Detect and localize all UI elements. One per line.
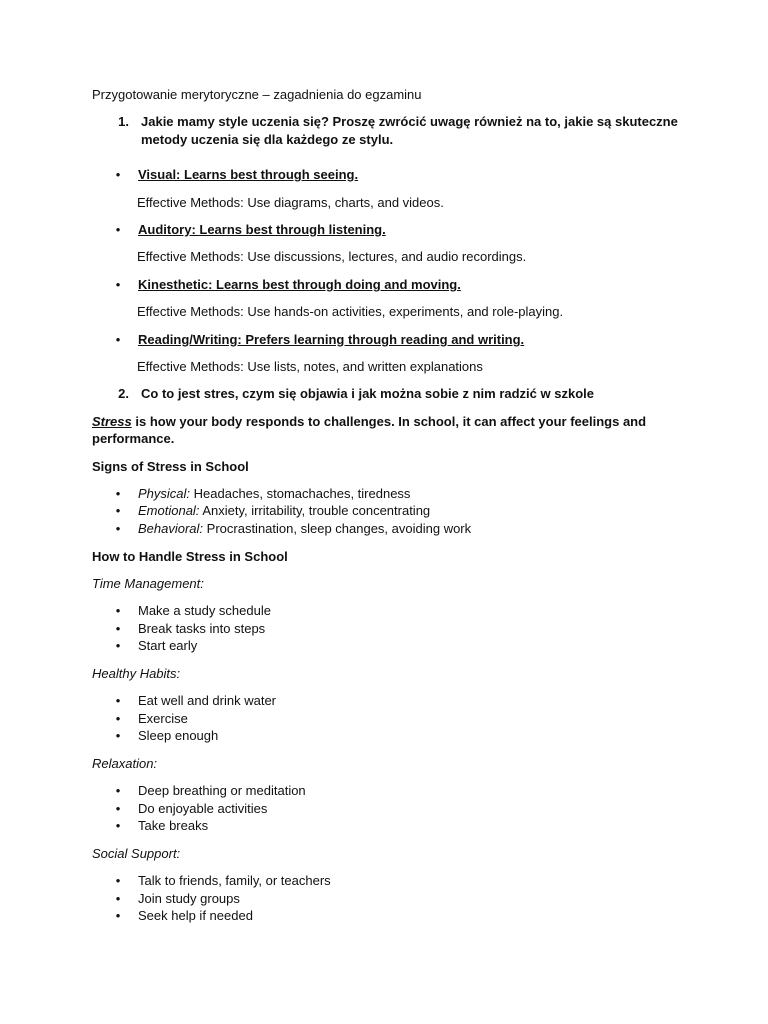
stress-definition-text: is how your body responds to challenges. In school, it can affect your feelings and: [131, 414, 647, 429]
style-auditory-heading: Auditory: Learns best through listening.: [138, 222, 386, 237]
style-auditory-methods: Effective Methods: Use discussions, lectures, and audio recordings.: [137, 249, 527, 264]
sign-label: Behavioral:: [138, 521, 204, 536]
question-1-line-1: Jakie mamy style uczenia się? Proszę zwrócić uwagę również na to, jakie są skuteczne: [141, 114, 678, 129]
bullet: •: [115, 503, 121, 518]
stress-term: Stress: [92, 414, 132, 429]
question-2-text: Co to jest stres, czym się objawia i jak można sobie z nim radzić w szkole: [141, 386, 594, 401]
signs-heading: Signs of Stress in School: [92, 459, 249, 474]
group-label-social-support: Social Support:: [92, 846, 181, 861]
bullet: •: [115, 891, 121, 906]
stress-definition-line-2: performance.: [92, 431, 175, 446]
sign-text: Headaches, stomachaches, tiredness: [190, 486, 411, 501]
bullet: •: [115, 486, 121, 501]
question-1-number: 1.: [118, 114, 129, 129]
sign-label: Physical:: [138, 486, 191, 501]
bullet: •: [115, 621, 121, 636]
sign-label: Emotional:: [138, 503, 200, 518]
style-reading-writing-heading: Reading/Writing: Prefers learning through reading and writing.: [138, 332, 525, 347]
bullet: •: [115, 818, 121, 833]
bullet: •: [115, 222, 121, 237]
bullet: •: [115, 801, 121, 816]
question-2-number: 2.: [118, 386, 129, 401]
list-item: Deep breathing or meditation: [138, 783, 306, 798]
list-item: Sleep enough: [138, 728, 219, 743]
sign-physical: [138, 485, 410, 503]
list-item: Eat well and drink water: [138, 693, 277, 708]
group-label-healthy-habits: Healthy Habits:: [92, 666, 181, 681]
bullet: •: [115, 638, 121, 653]
list-item: Make a study schedule: [138, 603, 271, 618]
bullet: •: [115, 873, 121, 888]
list-item: Seek help if needed: [138, 908, 253, 923]
bullet: •: [115, 908, 121, 923]
document-title: Przygotowanie merytoryczne – zagadnienia do egzaminu: [92, 87, 422, 102]
question-1-line-2: metody uczenia się dla każdego ze stylu.: [141, 132, 394, 147]
style-visual-heading: Visual: Learns best through seeing.: [138, 167, 359, 182]
style-kinesthetic-methods: Effective Methods: Use hands-on activities, experiments, and role-playing.: [137, 304, 564, 319]
bullet: •: [115, 783, 121, 798]
list-item: Break tasks into steps: [138, 621, 266, 636]
bullet: •: [115, 711, 121, 726]
bullet: •: [115, 693, 121, 708]
sign-text: Anxiety, irritability, trouble concentrating: [199, 503, 431, 518]
sign-text: Procrastination, sleep changes, avoiding work: [203, 521, 472, 536]
bullet: •: [115, 277, 121, 292]
bullet: •: [115, 728, 121, 743]
handle-heading: How to Handle Stress in School: [92, 549, 288, 564]
sign-behavioral: [138, 520, 471, 538]
group-label-time-management: Time Management:: [92, 576, 204, 591]
list-item: Talk to friends, family, or teachers: [138, 873, 331, 888]
list-item: Start early: [138, 638, 198, 653]
bullet: •: [115, 603, 121, 618]
list-item: Join study groups: [138, 891, 240, 906]
style-kinesthetic-heading: Kinesthetic: Learns best through doing and moving.: [138, 277, 461, 292]
style-visual-methods: Effective Methods: Use diagrams, charts, and videos.: [137, 195, 444, 210]
list-item: Take breaks: [138, 818, 209, 833]
bullet: •: [115, 332, 121, 347]
stress-definition-line-1: [92, 413, 646, 431]
bullet: •: [115, 167, 121, 182]
style-reading-writing-methods: Effective Methods: Use lists, notes, and written explanations: [137, 359, 483, 374]
group-label-relaxation: Relaxation:: [92, 756, 158, 771]
list-item: Do enjoyable activities: [138, 801, 268, 816]
bullet: •: [115, 521, 121, 536]
list-item: Exercise: [138, 711, 188, 726]
sign-emotional: [138, 502, 430, 520]
